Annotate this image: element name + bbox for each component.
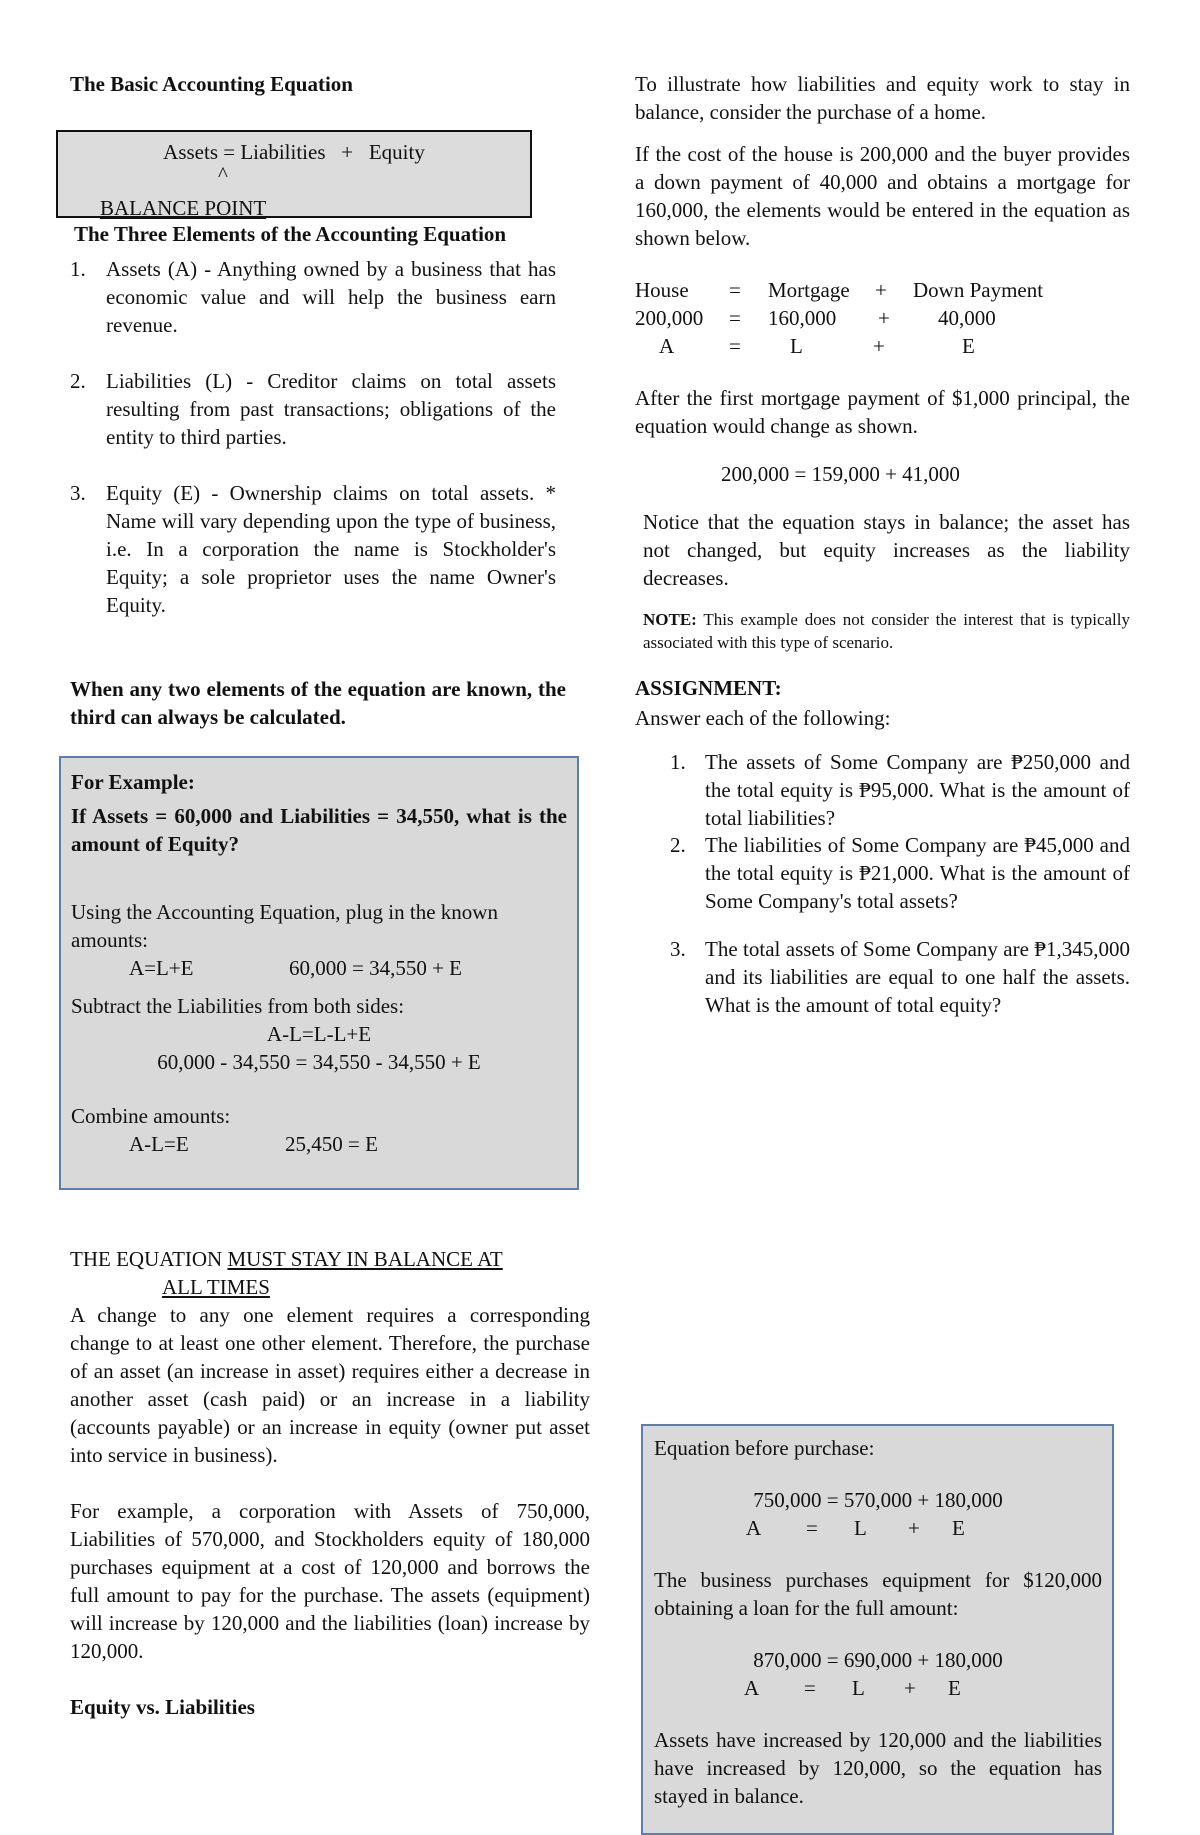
eq-letter: +	[904, 1676, 916, 1700]
list-text: The total assets of Some Company are ₱1,345,000 and its liabilities are equal to one half the assets. What is the amount of total equity?	[705, 937, 1130, 1017]
assignment-intro: Answer each of the following:	[635, 706, 891, 730]
balance-heading	[70, 1245, 590, 1273]
eq-values: 60,000 - 34,550 = 34,550 - 34,550 + E	[157, 1050, 481, 1074]
eq-values: 60,000 = 34,550 + E	[289, 956, 463, 980]
illustrate-paragraph: To illustrate how liabilities and equity work to stay in balance, consider the purchase of a home.	[635, 72, 1130, 124]
table-cell: E	[962, 334, 975, 358]
house-equation-table	[635, 276, 1130, 360]
eq-letter: A	[746, 1516, 762, 1540]
eq-letter: =	[804, 1676, 816, 1700]
note-text: This example does not consider the interest that is typically associated with this type of scenario.	[643, 610, 1130, 652]
eq-values: 25,450 = E	[285, 1132, 378, 1156]
list-item	[70, 367, 556, 451]
list-number: 3.	[670, 937, 686, 961]
list-item	[635, 831, 1130, 915]
right-column	[635, 70, 1130, 1019]
before-equation: 750,000 = 570,000 + 180,000	[753, 1488, 1003, 1512]
example-box	[59, 756, 579, 1190]
example-step1: Using the Accounting Equation, plug in the known amounts:	[71, 900, 498, 952]
elements-list	[70, 255, 556, 619]
three-elements-title: The Three Elements of the Accounting Equation	[74, 222, 507, 246]
table-cell: +	[873, 334, 885, 358]
eq-letter: L	[852, 1676, 865, 1700]
mortgage-payment-paragraph: After the first mortgage payment of $1,000 principal, the equation would change as shown.	[635, 386, 1130, 438]
example-question: If Assets = 60,000 and Liabilities = 34,550, what is the amount of Equity?	[71, 804, 567, 856]
table-cell: L	[790, 334, 803, 358]
caret: ^	[218, 162, 228, 186]
assignment-list	[635, 748, 1130, 1019]
table-cell: Down Payment	[913, 278, 1044, 302]
eq-formula: A-L=E	[129, 1132, 189, 1156]
balance-heading-underlined: MUST STAY IN BALANCE AT	[227, 1247, 503, 1271]
table-cell: 40,000	[938, 306, 996, 330]
left-column	[70, 70, 590, 98]
balance-heading-line2: ALL TIMES	[162, 1275, 270, 1299]
equation-box	[56, 130, 532, 218]
after-equation-letters	[654, 1674, 1102, 1702]
eq-letter: E	[948, 1676, 961, 1700]
basic-equation: Assets = Liabilities + Equity	[163, 140, 425, 164]
balance-section	[70, 1245, 590, 1721]
list-text: Assets (A) - Anything owned by a business that has economic value and will help the business earn revenue.	[106, 257, 556, 337]
result-paragraph: Assets have increased by 120,000 and the liabilities have increased by 120,000, so the equation has stayed in balance.	[654, 1728, 1102, 1808]
example-step3-equations	[71, 1130, 567, 1158]
table-cell: +	[878, 306, 890, 330]
list-text: Liabilities (L) - Creditor claims on total assets resulting from past transactions; obligations of the entity to third parties.	[106, 369, 556, 449]
table-cell: =	[729, 334, 741, 358]
table-cell: 200,000	[635, 306, 704, 330]
example-paragraph: For example, a corporation with Assets of 750,000, Liabilities of 570,000, and Stockholders equity of 180,000 purchases equipment at a cost of 120,000 and borrows the full amount to pay for the purchase. The assets (equipment) will increase by 120,000 and the liabilities (loan) increase by 120,000.	[70, 1499, 590, 1663]
list-item	[635, 748, 1130, 832]
table-cell: House	[635, 278, 689, 302]
balance-heading-prefix: THE EQUATION	[70, 1247, 228, 1271]
eq-formula: A=L+E	[129, 956, 194, 980]
eq-letter: =	[806, 1516, 818, 1540]
table-cell: Mortgage	[768, 278, 850, 302]
list-number: 2.	[70, 369, 86, 393]
eq-letter: +	[908, 1516, 920, 1540]
list-number: 1.	[70, 257, 86, 281]
note-label: NOTE:	[643, 610, 697, 629]
list-number: 3.	[70, 481, 86, 505]
known-elements-statement: When any two elements of the equation are known, the third can always be calculated.	[70, 677, 566, 729]
house-paragraph: If the cost of the house is 200,000 and the buyer provides a down payment of 40,000 and obtains a mortgage for 160,000, the elements would be entered in the equation as shown below.	[635, 142, 1130, 250]
eq-letter: L	[854, 1516, 867, 1540]
table-cell: =	[729, 306, 741, 330]
eq-letter: E	[952, 1516, 965, 1540]
list-text: The assets of Some Company are ₱250,000 and the total equity is ₱95,000. What is the amount of total liabilities?	[705, 750, 1130, 830]
purchase-paragraph: The business purchases equipment for $120,000 obtaining a loan for the full amount:	[654, 1568, 1102, 1620]
balance-point: BALANCE POINT	[100, 196, 267, 220]
list-number: 2.	[670, 833, 686, 857]
example-step3: Combine amounts:	[71, 1104, 231, 1128]
list-item	[70, 479, 556, 619]
list-item	[70, 255, 556, 339]
before-purchase-label: Equation before purchase:	[654, 1436, 875, 1460]
after-equation: 870,000 = 690,000 + 180,000	[753, 1648, 1003, 1672]
list-number: 1.	[670, 750, 686, 774]
example-step2: Subtract the Liabilities from both sides:	[71, 994, 405, 1018]
balance-paragraph: A change to any one element requires a corresponding change to at least one other element. Therefore, the purchase of an asset (an increase in asset) requires either a decrease in another asset (cash paid) or an increase in a liability (accounts payable) or an increase in equity (owner put asset into service in business).	[70, 1303, 590, 1467]
example-step1-equations	[71, 954, 567, 982]
equity-vs-liabilities-heading: Equity vs. Liabilities	[70, 1695, 255, 1719]
table-cell: =	[729, 278, 741, 302]
eq-formula: A-L=L-L+E	[266, 1022, 372, 1046]
table-cell: +	[875, 278, 887, 302]
eq-letter: A	[744, 1676, 760, 1700]
table-cell: A	[659, 334, 675, 358]
updated-equation: 200,000 = 159,000 + 41,000	[721, 462, 960, 486]
list-item	[635, 935, 1130, 1019]
example-title: For Example:	[71, 770, 195, 794]
list-text: The liabilities of Some Company are ₱45,000 and the total equity is ₱21,000. What is the amount of Some Company's total assets?	[705, 833, 1130, 913]
before-equation-letters	[654, 1514, 1102, 1542]
table-cell: 160,000	[768, 306, 837, 330]
purchase-example-box	[641, 1424, 1114, 1835]
list-text: Equity (E) - Ownership claims on total assets. * Name will vary depending upon the type of business, i.e. In a corporation the name is Stockholder's Equity; a sole proprietor uses the name Owner's Equity.	[106, 481, 556, 617]
assignment-title: ASSIGNMENT:	[635, 676, 782, 700]
note	[635, 608, 1130, 654]
balance-notice-paragraph: Notice that the equation stays in balance; the asset has not changed, but equity increases as the liability decreases.	[643, 510, 1130, 590]
page-title: The Basic Accounting Equation	[70, 72, 353, 96]
